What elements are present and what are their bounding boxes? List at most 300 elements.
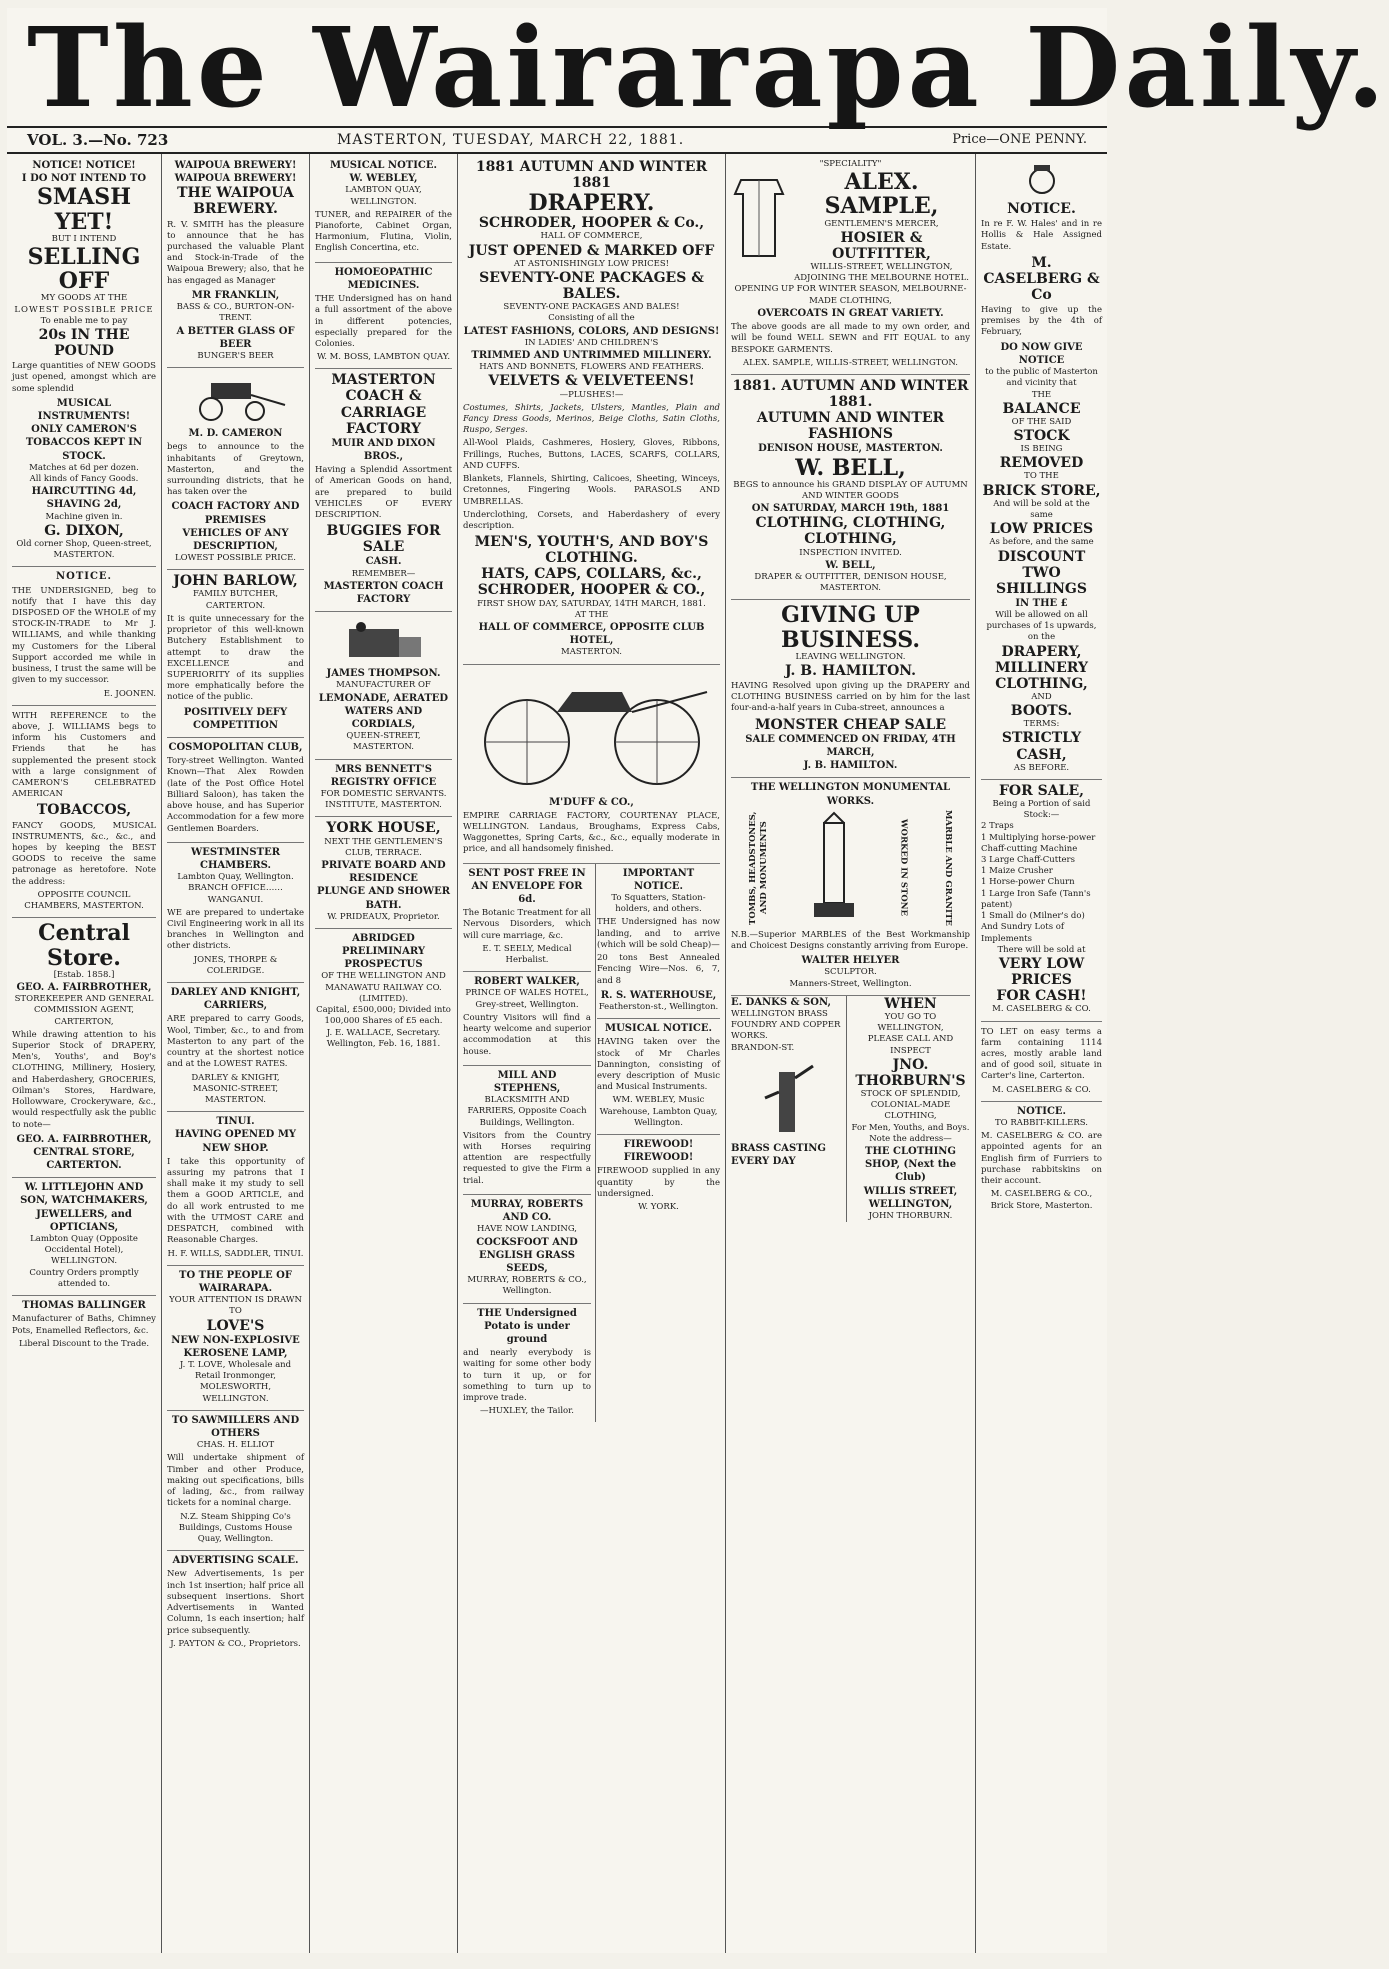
ad-line: LEAVING WELLINGTON. [795,651,906,662]
ad-line: NEXT THE GENTLEMEN'S CLUB, TERRACE. [324,836,443,858]
pump-illustration [757,1058,817,1138]
ad-headline: VERY LOW PRICES [998,956,1085,989]
ad-headline: TWO SHILLINGS [996,564,1087,597]
ad-line: ADJOINING THE MELBOURNE HOTEL. [794,273,969,284]
column-2 [162,154,310,1953]
ad-line: TERMS: [1023,719,1060,730]
ad-line: BLACKSMITH AND FARRIERS, Opposite Coach Buildings, Wellington. [467,1095,587,1128]
ad-headline: THE WAIPOUA BREWERY. [177,185,294,218]
column-4 [458,154,726,1953]
ad-line: "SPECIALITY" [819,159,882,169]
ad-body: ARE prepared to carry Goods, Wool, Timber, &c., to and from Masterton to any part of the country at the shortest notice and at the LOWEST RATES. [167,1014,304,1070]
advertiser-name: ALEX. SAMPLE, [824,169,939,220]
ad-line: Being a Portion of said Stock:— [992,798,1091,821]
ad-heading: NOTICE. [1016,1105,1067,1117]
ad-signature: R. S. WATERHOUSE, [600,989,717,1001]
buggy-illustration [472,672,712,792]
ad-line: MANUFACTURER OF [336,680,431,691]
ad-line: TOMBS, HEADSTONES, AND MONUMENTS [747,810,769,925]
ad-signature: M. CASELBERG & CO., Brick Store, Masterton. [990,1189,1093,1211]
ad-line: FAMILY BUTCHER, CARTERTON. [192,589,279,611]
ad-headline: JUST OPENED & MARKED OFF [468,242,715,259]
ad-body: N.B.—Superior MARBLES of the Best Workmanship and Choicest Designs constantly arriving from Europe. [731,929,970,951]
ad-line: DO NOW GIVE NOTICE [1000,341,1083,366]
ad-headline: LOVE'S [206,1317,265,1334]
advertiser-address: Old corner Shop, Queen-street, MASTERTON. [16,538,152,561]
ad-line: LOWEST POSSIBLE PRICE. [175,553,296,564]
column-6 [726,154,976,1953]
ad-body: Large quantities of NEW GOODS just opened, amongst which are some splendid [12,361,156,394]
ad-body: Underclothing, Corsets, and Haberdashery of every description. [463,509,720,531]
masthead [7,3,1389,132]
ad-body: TO LET on easy terms a farm containing 1114 acres, mostly arable land and of good soil, situate in Carter's line, Carterton. [981,1026,1102,1082]
list-item: 3 Large Chaff-Cutters [981,855,1075,866]
ad-line: VEHICLES OF ANY DESCRIPTION, [182,527,289,552]
webley-music-ad [315,156,452,263]
ad-body: WITH REFERENCE to the above, J. WILLIAMS begs to inform his Customers and Friends that he has supplemented the present stock with a large consignment of CAMERON'S CELEBRATED AMERICAN [12,710,156,800]
ad-line: And will be sold at the same [993,498,1090,520]
ad-line: GENTLEMEN'S MERCER, [824,218,939,229]
sample-header [731,170,970,284]
ad-headline: 20s IN THE POUND [38,327,130,360]
waipoua-brewery-ad [167,156,304,368]
ad-heading: IMPORTANT NOTICE. [622,867,695,892]
ad-signature: J. B. HAMILTON. [803,760,898,772]
ad-body: FANCY GOODS, MUSICAL INSTRUMENTS, &c., &c., and hopes by keeping the BEST GOODS to receive the same patronage as heretofore. Note the address: [12,820,156,887]
ad-line: SALE COMMENCED ON FRIDAY, 4TH MARCH, [745,733,956,758]
ad-line: Capital, £500,000; Divided into 100,000 Shares of £5 each. [316,1005,451,1027]
ad-line: Matches at 6d per dozen. [29,462,139,473]
ad-body: THE Undersigned has now landing, and to arrive (which will be sold Cheap)— [597,917,720,950]
firewood-ad [597,1135,720,1218]
mcduff-ad [463,665,720,864]
advertiser-address: BRANDON-ST. [731,1042,795,1053]
advertiser-name: WALTER HELYER [801,955,900,967]
ad-line: BASS & CO., BURTON-ON-TRENT. [176,302,295,324]
monumental-works-ad [731,778,970,995]
ad-signature: ALEX. SAMPLE, WILLIS-STREET, WELLINGTON. [742,357,958,368]
ad-line: REMEMBER— [351,568,416,579]
for-sale-ad [981,780,1102,1022]
ad-line: SCULPTOR. [824,967,877,978]
littlejohn-ad [12,1178,156,1296]
ad-line: HAIRCUTTING 4d, SHAVING 2d, [31,486,137,511]
ad-headline: LOW PRICES [989,521,1094,538]
ad-headline: DRAPERY, [1001,643,1082,660]
ad-headline: 1881. AUTUMN AND WINTER 1881. [732,377,969,411]
ad-body: Will undertake shipment of Timber and other Produce, making out specifications, bills of lading, &c., from railway tickets for a nominal charge. [167,1453,304,1509]
ad-line: A BETTER GLASS OF BEER [176,325,295,350]
ad-heading: WESTMINSTER CHAMBERS. [191,846,280,871]
ad-line: As before, and the same [989,537,1094,548]
music-notice-ad [597,1019,720,1135]
ad-headline: VELVETS & VELVETEENS! [488,373,695,390]
ad-signature: W. M. BOSS, LAMBTON QUAY. [316,352,451,363]
ad-line: MASTERTON. [560,647,623,658]
elliot-ad [167,1411,304,1551]
ad-body: All-Wool Plaids, Cashmeres, Hosiery, Gloves, Ribbons, Frillings, Ruches, Buttons, LACES, SCARFS, COLLARS, AND CUFFS. [463,438,720,471]
railway-prospectus [315,929,452,1055]
ad-signature: E. JOONEN. [103,688,156,699]
ad-signature: MURRAY, ROBERTS & CO., Wellington. [467,1275,587,1297]
williams-ad [12,706,156,919]
ad-body: Tory-street Wellington. Wanted Known—That Alex Rowden (late of the Post Office Hotel Billiard Saloon), has taken the above house, and has Superior Accommodation for a few more Gentlemen Boarders. [167,756,304,834]
lower-split [463,864,720,1417]
ad-signature: JONES, THORPE & COLERIDGE. [193,954,278,976]
ad-body: Costumes, Shirts, Jackets, Ulsters, Mantles, Plain and Fancy Dress Goods, Merinos, Beige Cloths, Satin Cloths, Ruspo, Serges. [463,402,720,436]
ad-body: Blankets, Flannels, Shirting, Calicoes, Sheeting, Winceys, Cretonnes, Fingering Wools. PARASOLS AND UMBRELLAS. [463,474,720,507]
ad-heading: THE WELLINGTON MONUMENTAL WORKS. [750,782,951,807]
club-ad [167,738,304,843]
thorburn-ad [851,996,970,1222]
advertiser-address: INSTITUTE, MASTERTON. [325,800,442,811]
sale-list [981,821,1102,944]
hamilton-ad [731,600,970,778]
ad-body: M. CASELBERG & CO. are appointed agents for an English firm of Furriers to purchase rabbitskins on their account. [981,1131,1102,1187]
column-3 [310,154,458,1953]
ad-line: Liberal Discount to the Trade. [18,1338,150,1349]
ad-headline: HOSIER & OUTFITTER, [832,229,931,262]
to-let-ad [981,1022,1102,1102]
advertiser-address: Featherston-st., Wellington. [598,1001,719,1012]
ad-line: HAVING OPENED MY NEW SHOP. [174,1129,297,1154]
seely-ad [463,864,591,973]
ad-line: DRAPER & OUTFITTER, DENISON HOUSE, MASTERTON. [754,571,947,594]
ad-body: R. V. SMITH has the pleasure to announce that he has purchased the valuable Plant and Stock-in-Trade of the Waipoua Brewery; also, that he has engaged as Manager [167,219,304,286]
ad-body: In re F. W. Hales' and in re Hollis & Hale Assigned Estate. [981,219,1102,252]
volume-number: VOL. 3.—No. 723 [27,131,169,149]
advertiser-address: WILLIS-STREET, WELLINGTON, [810,262,953,272]
advertiser-name: CHAS. H. ELLIOT [196,1440,275,1451]
ad-body: It is quite unnecessary for the proprietor of this well-known Butchery Establishment to attempt to draw the EXCELLENCE and SUPERIORITY of its supplies more emphatically before the notice of the public. [167,613,304,703]
advertiser-address: Grey-street, Wellington. [475,999,579,1010]
thompson-ad [315,612,452,759]
ad-line: BUT I INTEND [51,233,117,244]
ad-line: Wellington, Feb. 16, 1881. [326,1038,441,1049]
ad-body: and nearly everybody is waiting for some other body to turn it up, or for something to turn up to improve trade. [463,1348,591,1403]
list-item: 1 Multiplying horse-power Chaff-cutting Machine [981,832,1096,854]
ad-headline: SMASH YET! [37,184,131,235]
ad-signature: W. BELL, [825,559,876,571]
sample-text [793,170,970,284]
machine-illustration [339,619,429,663]
ad-line: WELLINGTON BRASS FOUNDRY AND COPPER WORKS. [731,1008,841,1042]
advertiser-name: MURRAY, ROBERTS AND CO. [470,1198,584,1224]
york-house-ad [315,817,452,929]
ad-line: CARTERTON, [54,1016,114,1027]
ad-line: LATEST FASHIONS, COLORS, AND DESIGNS! [463,325,720,337]
ad-headline: TOBACCOS, [36,802,132,819]
ad-line: Lambton Quay, Wellington. [177,872,294,883]
ad-line: ON SATURDAY, MARCH 19th, 1881 [751,503,950,515]
advertiser-name: G. DIXON, [44,522,124,539]
ad-line: LOWEST POSSIBLE PRICE [14,304,154,315]
ad-line: STOCK OF SPLENDID, COLONIAL-MADE CLOTHING, [860,1088,961,1122]
ad-line: MR FRANKLIN, [191,289,280,301]
ad-heading: THE Undersigned Potato is under ground [477,1307,577,1345]
ad-signature: DARLEY & KNIGHT, MASONIC-STREET, MASTERTON. [191,1072,280,1105]
ad-headline: BUGGIES FOR SALE [326,523,441,556]
ad-line: WORKED IN STONE [898,819,909,917]
bottom-split [731,996,970,1222]
ad-heading: SENT POST FREE IN AN ENVELOPE FOR 6d. [468,867,586,905]
ad-line: BUNGER'S BEER [197,350,274,361]
ad-heading: MUSICAL NOTICE. [330,160,437,171]
shirt-illustration [731,170,787,260]
list-item: 1 Large Iron Safe (Tann's patent) [981,888,1091,910]
walker-hotel-ad [463,972,591,1066]
ad-line: YOU GO TO WELLINGTON, [877,1011,944,1034]
ad-body: HAVING taken over the stock of Mr Charles Dannington, consisting of every description of Music and Musical Instruments. [597,1037,720,1093]
ad-headline: CLOTHING, [995,675,1088,692]
ad-line: OPENING UP FOR WINTER SEASON, MELBOURNE-MADE CLOTHING, [734,284,967,306]
ad-body: The above goods are all made to my own order, and will be found WELL SEWN and FIT EQUAL to any BESPOKE GARMENTS. [731,322,970,355]
advertiser-name: THOMAS BALLINGER [22,1300,146,1312]
joonen-notice [12,567,156,705]
ad-headline: YORK HOUSE, [326,820,441,837]
ad-line: MASTERTON COACH FACTORY [323,580,444,605]
ad-signature: W. YORK. [638,1202,679,1213]
ad-body: FIREWOOD supplied in any quantity by the undersigned. [597,1166,720,1199]
ad-line: MY GOODS AT THE [40,293,128,304]
royal-crest-icon [1022,163,1062,197]
advertiser-name: JNO. THORBURN'S [855,1056,966,1089]
cameron-coach-ad [167,368,304,570]
darley-knight-ad [167,983,304,1112]
ad-body: begs to announce to the inhabitants of Greytown, Masterton, and the surrounding districts, that he has taken over the [167,442,304,498]
alex-sample-ad [731,156,970,375]
ad-heading: ABRIDGED PRELIMINARY PROSPECTUS [342,932,425,971]
ad-line: HALL OF COMMERCE, OPPOSITE CLUB HOTEL, [478,621,705,647]
ad-body: 20 tons Best Annealed Fencing Wire—Nos. 6, 7, and 8 [597,953,720,986]
bennett-registry-ad [315,760,452,818]
ad-heading: NOTICE! NOTICE! [32,160,136,171]
ad-body: THE UNDERSIGNED, beg to notify that I have this day DISPOSED OF the WHOLE of my STOCK-IN-TRADE to Mr J. WILLIAMS, and while thanking my Customers for the Liberal Support accorded me while in business, I trust the same will be given to my successor. [12,585,156,686]
advertiser-address: LAMBTON QUAY, WELLINGTON. [345,185,422,207]
ad-signature: GEO. A. FAIRBROTHER, CENTRAL STORE, CARTERTON. [16,1133,152,1172]
caselberg-notice [981,156,1102,780]
ballinger-ad [12,1296,156,1355]
ad-line: Consisting of all the [548,313,635,324]
ad-body: Manufacturer of Baths, Chimney Pots, Enamelled Reflectors, &c. [12,1314,156,1336]
ad-headline: FOR SALE, [998,782,1084,799]
ad-line: Note the address— [869,1133,952,1144]
ad-heading: TO THE PEOPLE OF WAIRARAPA. [179,1269,292,1294]
waterhouse-ad [597,864,720,1020]
chambers-ad [167,843,304,983]
ad-body: WE are prepared to undertake Civil Engineering work in all its branches in Wellington and other districts. [167,907,304,952]
ad-headline: MONSTER CHEAP SALE [755,716,946,733]
ad-headline: BALANCE [1002,400,1081,417]
column-7 [976,154,1107,1953]
ad-line: HATS AND BONNETS, FLOWERS AND FEATHERS. [479,362,704,373]
ad-body: New Advertisements, 1s per inch 1st insertion; half price all subsequent insertions. Short Advertisements in Wanted Column, 1s each insertion; half price subsequently. [167,1569,304,1636]
carriage-illustration [181,375,291,423]
ad-headline: BRICK STORE, [982,482,1101,499]
murray-roberts-ad [463,1195,591,1304]
ad-heading: COSMOPOLITAN CLUB, [168,742,303,753]
ad-line: to the public of Masterton and vicinity that [985,367,1098,389]
homeopathic-ad [315,263,452,370]
ad-line: OVERCOATS IN GREAT VARIETY. [757,307,944,319]
ad-body: The Botanic Treatment for all Nervous Disorders, which will cure marriage, &c. [463,908,591,941]
ad-body: THE Undersigned has on hand a full assortment of the above in different potencies, especially prepared for the Colonies. [315,294,452,349]
ad-line: IN LADIES' AND CHILDREN'S [524,337,659,348]
ad-heading: WAIPOUA BREWERY! WAIPOUA BREWERY! [174,160,297,185]
ad-line: All kinds of Fancy Goods. [29,474,139,484]
ad-headline: MASTERTON COACH & CARRIAGE FACTORY [331,372,436,437]
ad-line: There will be sold at [997,944,1086,955]
ad-line: THE CLOTHING SHOP, (Next the Club) [864,1146,957,1184]
love-lamp-ad [167,1266,304,1411]
advertiser-name: ROBERT WALKER, [474,976,580,988]
ad-heading: NOTICE. [55,571,113,583]
ad-line: PLEASE CALL AND INSPECT [867,1034,954,1056]
advertiser-name: MILL AND STEPHENS, [493,1069,561,1094]
barlow-butcher-ad [167,570,304,738]
ad-line: Machine given in. [45,511,123,522]
list-item: 2 Traps [981,821,1014,832]
ad-body: Visitors from the Country with Horses requiring attention are respectfully requested to give the Firm a trial. [463,1130,591,1186]
ad-signature: WM. WEBLEY, Music Warehouse, Lambton Quay, Wellington. [599,1095,718,1128]
advertiser-address: N.Z. Steam Shipping Co's Buildings, Customs House Quay, Wellington. [178,1511,293,1544]
ad-line: POSITIVELY DEFY COMPETITION [183,706,288,731]
advertiser-name: JAMES THOMPSON. [326,668,441,680]
ad-heading: HOMOEOPATHIC MEDICINES. [334,266,433,291]
ad-body: HAVING Resolved upon giving up the DRAPERY and CLOTHING BUSINESS carried on by him for the last four-and-a-half years in Cuba-street, announces a [731,681,970,714]
ad-headline: MEN'S, YOUTH'S, AND BOY'S CLOTHING. [474,534,709,567]
advertiser-address: WILLIS STREET, WELLINGTON, [863,1185,958,1210]
coach-factory-ad [315,369,452,612]
bell-ad [731,375,970,600]
ad-line: COCKSFOOT AND ENGLISH GRASS SEEDS, [476,1236,578,1274]
ad-line: CASH. [365,556,402,568]
newspaper-title: The Wairarapa Daily. [27,3,1389,132]
ad-signature: —HUXLEY, the Tailor. [480,1406,574,1417]
huxley-tailor-ad [463,1304,591,1423]
ad-line: Country Orders promptly attended to. [29,1267,139,1289]
ad-signature: J. PAYTON & CO., Proprietors. [170,1638,301,1649]
ad-heading: FIREWOOD! FIREWOOD! [623,1139,694,1164]
ad-line: I DO NOT INTEND TO [21,173,147,185]
monument-panel [731,808,970,928]
ad-line: YOUR ATTENTION IS DRAWN TO [169,1295,302,1317]
ad-line: FOR DOMESTIC SERVANTS. [320,788,447,799]
lower-right [597,864,720,1219]
ad-line: AND [1031,691,1052,702]
ad-line: TO RABBIT-KILLERS. [995,1118,1088,1128]
advertiser-name: W. LITTLEJOHN AND SON, WATCHMAKERS, JEWELLERS, and OPTICIANS, [20,1182,148,1233]
advertiser-name: M'DUFF & CO., [549,796,634,808]
ad-line: COACH FACTORY AND PREMISES [171,501,300,526]
advertiser-address: OPPOSITE COUNCIL CHAMBERS, MASTERTON. [24,889,144,912]
ad-headline: STRICTLY CASH, [1001,730,1082,763]
ad-heading: NOTICE. [1007,201,1076,217]
wills-saddler-ad [167,1112,304,1266]
ad-headline: SEVENTY-ONE PACKAGES & BALES. [479,270,704,303]
ad-headline: STOCK [1013,428,1070,445]
ad-headline: DRAPERY. [528,190,655,217]
ad-line: AT THE [574,609,609,620]
ad-line: For Men, Youths, and Boys. [851,1122,970,1133]
advertiser-name: W. BELL, [795,454,906,481]
ad-line: BRASS CASTING EVERY DAY [731,1142,826,1168]
ad-line: IN THE £ [1015,597,1068,609]
ad-line: FIRST SHOW DAY, SATURDAY, 14TH MARCH, 1881. [477,598,706,609]
ad-line: To enable me to pay [40,315,128,326]
ad-signature: JOHN THORBURN. [868,1210,953,1221]
ad-headline: MILLINERY [995,659,1088,676]
ad-headline: GIVING UP BUSINESS. [780,602,920,653]
advertising-scale [167,1551,304,1655]
ad-headline: DISCOUNT [997,548,1086,565]
ad-headline: Central Store. [38,920,130,971]
ad-body: EMPIRE CARRIAGE FACTORY, COURTENAY PLACE, WELLINGTON. Landaus, Broughams, Express Cabs, Waggonettes, Spring Carts, &c., &c., equally moderate in price, and all handsomely finished. [463,810,720,855]
ad-line: —PLUSHES!— [559,389,624,400]
ad-signature: M. CASELBERG & CO. [992,1084,1091,1095]
ad-line: PRIVATE BOARD AND RESIDENCE [321,859,446,885]
ad-signature: M. CASELBERG & CO. [992,1004,1091,1015]
advertiser-name: SCHRODER, HOOPER & CO., [477,582,706,599]
ad-body: Having a Splendid Assortment of American Goods on hand, are prepared to build VEHICLES OF EVERY DESCRIPTION. [315,465,452,520]
ad-line: TRIMMED AND UNTRIMMED MILLINERY. [471,350,712,362]
advertiser-name: M. D. CAMERON [188,428,283,440]
ad-line: ONLY CAMERON'S TOBACCOS KEPT IN STOCK. [25,424,143,462]
ad-line: STOREKEEPER AND GENERAL COMMISSION AGENT, [14,994,154,1016]
advertiser-address: QUEEN-STREET, MASTERTON. [346,731,421,753]
list-item: And Sundry Lots of Implements [981,922,1065,944]
ad-line: BRANCH OFFICE……WANGANUI. [188,883,283,905]
list-item: 1 Horse-power Churn [981,877,1075,888]
advertiser-name: DARLEY AND KNIGHT, [170,987,301,999]
ad-headline: 1881 AUTUMN AND WINTER 1881 [475,159,708,192]
ad-line: AT ASTONISHINGLY LOW PRICES! [513,258,670,269]
ad-line: MARBLE AND GRANITE [943,809,954,926]
ad-body: Country Visitors will find a hearty welcome and superior accommodation at this house. [463,1012,591,1057]
schroder-hooper-ad [463,156,720,665]
ad-headline: CLOTHING, CLOTHING, CLOTHING, [755,515,946,548]
ad-heading: TINUI. [216,1116,255,1128]
ad-line: CARRIERS, [203,1000,268,1012]
ad-line: DENISON HOUSE, MASTERTON. [758,443,943,455]
ad-signature: J. E. WALLACE, Secretary. [326,1027,441,1038]
ad-line: THE [1031,389,1052,400]
ad-headline: WHEN [884,995,937,1012]
ad-body: Having to give up the premises by the 4th of February, [981,305,1102,338]
central-store-ad [12,918,156,1178]
advertiser-name: E. DANKS & SON, [731,996,831,1008]
issue-date: MASTERTON, TUESDAY, MARCH 22, 1881. [337,132,685,148]
ad-line: OF THE WELLINGTON AND MANAWATU RAILWAY CO. (LIMITED). [321,971,446,1004]
ad-line: INSPECTION INVITED. [799,547,902,558]
list-item: 1 Small do (Milner's do) [981,911,1085,922]
ad-body: BEGS to announce his GRAND DISPLAY OF AUTUMN AND WINTER GOODS [733,479,968,501]
ad-line: HALL OF COMMERCE, [540,231,643,242]
ad-line: [Estab. 1858.] [53,969,115,980]
mill-stephens-ad [463,1066,591,1195]
dixon-ad [12,156,156,567]
columns [7,154,1107,1953]
list-item: 1 Maize Crusher [981,866,1053,877]
ad-signature: J. T. LOVE, Wholesale and Retail Ironmonger, MOLESWORTH, WELLINGTON. [179,1360,292,1404]
ad-signature: W. PRIDEAUX, Proprietor. [327,911,440,922]
ad-body: While drawing attention to his Superior Stock of DRAPERY, Men's, Youths', and Boy's CLOTHING, Millinery, Hosiery, and Haberdashery, GROCERIES, Oilman's Stores, Hardware, Hollowware, Crockeryware, &c., would respectfully ask the public to note— [12,1029,156,1130]
ad-headline: SELLING OFF [27,243,141,295]
ad-line: TO THE [1024,471,1059,482]
ad-line: SEVENTY-ONE PACKAGES AND BALES! [503,302,680,313]
headstone-illustration [804,813,864,923]
ad-heading: MUSICAL NOTICE. [605,1023,712,1035]
